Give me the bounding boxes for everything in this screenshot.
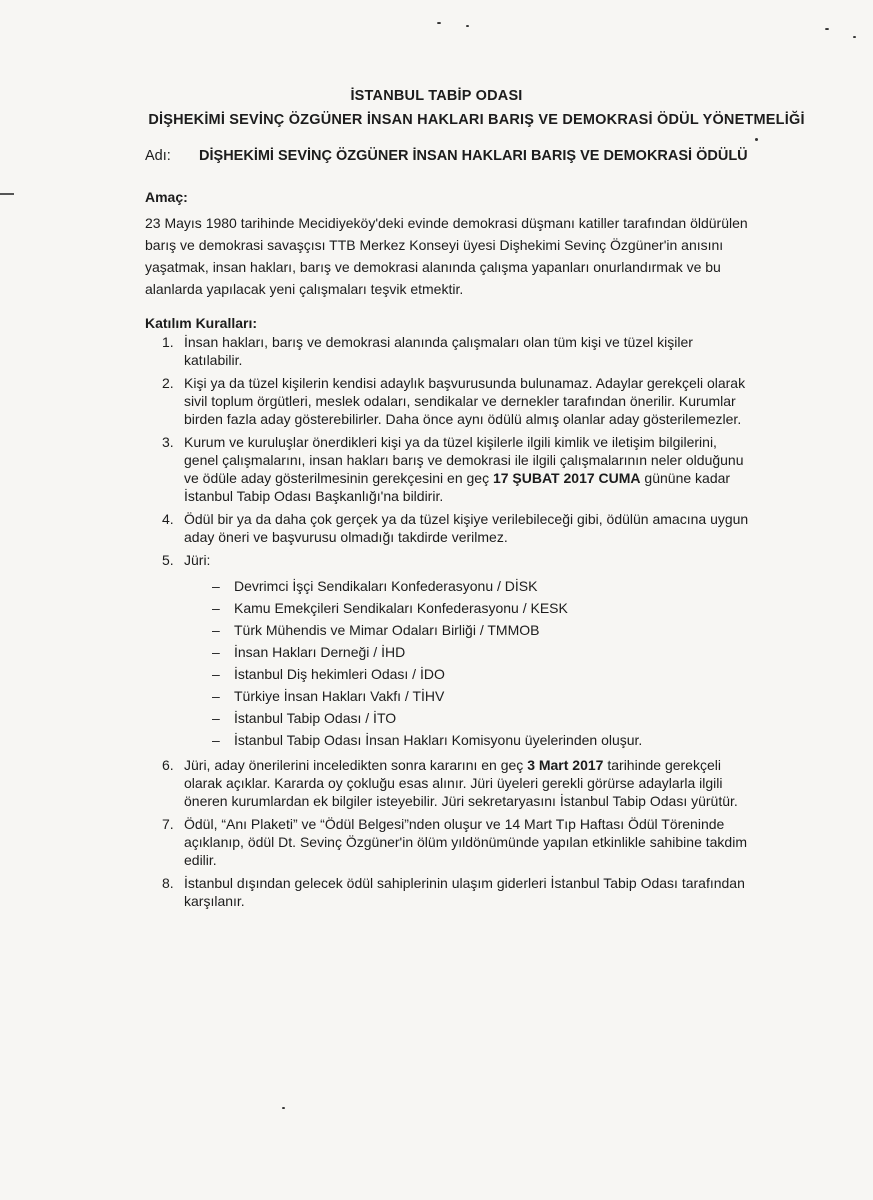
jury-member: – Devrimci İşçi Sendikaları Konfederasyonu / DİSK	[184, 575, 750, 597]
award-name-label: Adı:	[145, 148, 171, 164]
organization-title: İSTANBUL TABİP ODASI	[350, 88, 523, 104]
rule-text	[184, 757, 738, 809]
rule-number: 3.	[162, 434, 174, 450]
scan-speck	[282, 1107, 285, 1109]
rule-item	[150, 374, 750, 428]
rule-number: 1.	[162, 334, 174, 350]
rule-text: Kişi ya da tüzel kişilerin kendisi adaylık başvurusunda bulunamaz. Adaylar gerekçeli olarak sivil toplum örgütleri, meslek odaları, sendikalar ve dernekler tarafından önerilir. Kurumlar birden fazla aday gösterebilirler. Daha önce aynı ödülü almış olanlar aday gösterilemezler.	[184, 375, 746, 427]
rule-item	[150, 815, 750, 869]
rule-item	[150, 756, 750, 810]
rule-item	[150, 874, 750, 910]
scan-speck	[466, 25, 469, 27]
purpose-text: 23 Mayıs 1980 tarihinde Mecidiyeköy'deki evinde demokrasi düşmanı katiller tarafından öldürülen barış ve demokrasi savaşçısı TTB Merkez Konseyi üyesi Dişhekimi Sevinç Özgüner'in anısını yaşatmak, insan hakları, barış ve demokrasi alanında çalışma yapanları onurlandırmak ve bu alanlarda yapılacak yeni çalışmaları teşvik etmektir.	[145, 215, 748, 297]
rule-item	[150, 433, 750, 505]
rule-text	[184, 434, 744, 504]
jury-member: – Türk Mühendis ve Mimar Odaları Birliği / TMMOB	[184, 619, 750, 641]
jury-member: – İstanbul Tabip Odası / İTO	[184, 707, 750, 729]
rule-number: 5.	[162, 552, 174, 568]
rule-deadline-date: 17 ŞUBAT 2017 CUMA	[492, 470, 641, 486]
rule-text-part: Kurum ve kuruluşlar önerdikleri kişi ya da tüzel kişilerle ilgili kimlik ve iletişim bilgilerini, genel çalışmalarını, insan hakları barış ve demokrasi ile ilgili çalışmalarının neler olduğunu ve ödüle aday gösterilmesinin gerekçesini en geç	[184, 434, 744, 486]
rule-number: 6.	[162, 757, 174, 773]
rule-text: Ödül bir ya da daha çok gerçek ya da tüzel kişiye verilebileceği gibi, ödülün amacına uygun aday öneri ve başvurusu olmadığı takdirde verilmez.	[184, 511, 749, 545]
rule-text-part: gününe kadar İstanbul Tabip Odası Başkanlığı'na bildirir.	[184, 470, 731, 504]
rule-text: İstanbul dışından gelecek ödül sahiplerinin ulaşım giderleri İstanbul Tabip Odası tarafından karşılanır.	[184, 875, 745, 909]
rule-item	[150, 551, 750, 751]
rule-item	[150, 333, 750, 369]
rule-number: 8.	[162, 875, 174, 891]
rule-text: İnsan hakları, barış ve demokrasi alanında çalışmaları olan tüm kişi ve tüzel kişiler katılabilir.	[184, 334, 693, 368]
regulation-title: DİŞHEKİMİ SEVİNÇ ÖZGÜNER İNSAN HAKLARI BARIŞ VE DEMOKRASİ ÖDÜL YÖNETMELİĞİ	[148, 112, 805, 128]
scan-margin-mark	[0, 193, 14, 195]
jury-member: – Kamu Emekçileri Sendikaları Konfederasyonu / KESK	[184, 597, 750, 619]
scan-speck	[825, 28, 829, 30]
purpose-heading: Amaç:	[145, 189, 188, 205]
award-name-line	[145, 148, 748, 164]
rule-number: 2.	[162, 375, 174, 391]
rule-deadline-date: 3 Mart 2017	[527, 757, 604, 773]
jury-member: – Türkiye İnsan Hakları Vakfı / TİHV	[184, 685, 750, 707]
jury-member: – İstanbul Tabip Odası İnsan Hakları Komisyonu üyelerinden oluşur.	[184, 729, 750, 751]
jury-member: – İstanbul Diş hekimleri Odası / İDO	[184, 663, 750, 685]
rule-text: Jüri:	[184, 552, 211, 568]
rule-number: 4.	[162, 511, 174, 527]
rule-text: Ödül, “Anı Plaketi” ve “Ödül Belgesi”nden oluşur ve 14 Mart Tıp Haftası Ödül Töreninde açıklanıp, ödül Dt. Sevinç Özgüner'in ölüm yıldönümünde yapılan etkinlikle sahibine takdim edilir.	[184, 816, 747, 868]
jury-member: – İnsan Hakları Derneği / İHD	[184, 641, 750, 663]
jury-list	[184, 575, 750, 751]
scan-speck	[437, 22, 441, 24]
rule-item	[150, 510, 750, 546]
rule-text-part: Jüri, aday önerilerini inceledikten sonra kararını en geç	[184, 757, 528, 773]
rules-list	[150, 333, 750, 915]
award-name-value: DİŞHEKİMİ SEVİNÇ ÖZGÜNER İNSAN HAKLARI BARIŞ VE DEMOKRASİ ÖDÜLÜ	[199, 148, 748, 164]
rule-text-part: tarihinde gerekçeli olarak açıklar. Kararda oy çokluğu esas alınır. Jüri üyeleri gerekli görürse adaylarla ilgili öneren kurumlardan ek bilgiler isteyebilir. Jüri sekretaryasını İstanbul Tabip Odası yürütür.	[184, 757, 738, 809]
rules-heading: Katılım Kuralları:	[145, 315, 258, 331]
rule-number: 7.	[162, 816, 174, 832]
scan-speck	[755, 138, 758, 141]
scan-speck	[853, 36, 856, 38]
